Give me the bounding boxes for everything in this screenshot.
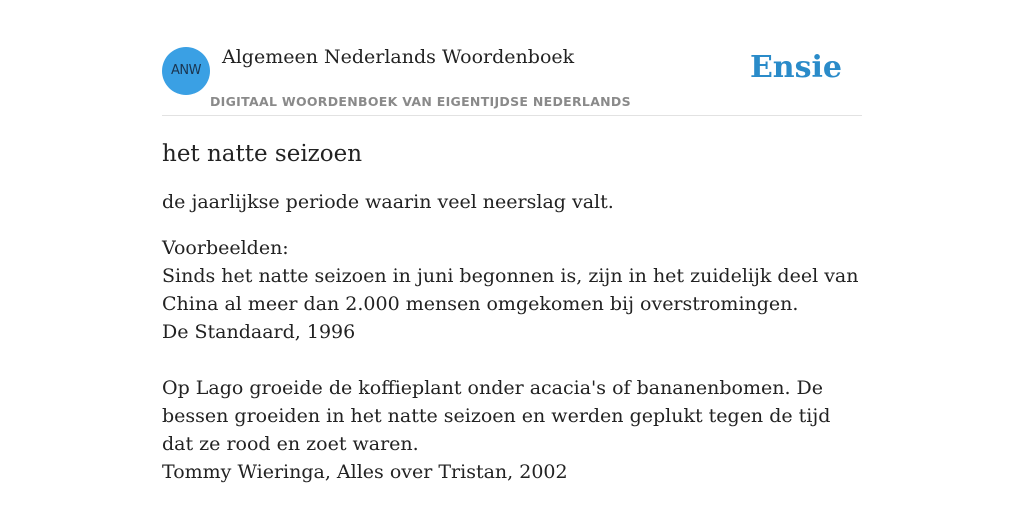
anw-logo[interactable]: ANW bbox=[162, 47, 210, 95]
example-source: Tommy Wieringa, Alles over Tristan, 2002 bbox=[162, 461, 568, 483]
entry-headword: het natte seizoen bbox=[162, 141, 363, 167]
entry-definition: de jaarlijkse periode waarin veel neerslag valt. bbox=[162, 191, 614, 213]
site-title[interactable]: Algemeen Nederlands Woordenboek bbox=[222, 46, 575, 68]
examples-section bbox=[162, 234, 867, 486]
examples-label: Voorbeelden: bbox=[162, 237, 289, 259]
page-header bbox=[162, 46, 862, 116]
site-tagline: DIGITAAL WOORDENBOEK VAN EIGENTIJDSE NEDERLANDS bbox=[210, 94, 631, 109]
example-source: De Standaard, 1996 bbox=[162, 321, 356, 343]
ensie-brand-logo[interactable]: Ensie bbox=[749, 50, 842, 85]
example-separator bbox=[162, 346, 867, 374]
example-text: Op Lago groeide de koffieplant onder acacia's of bananenbomen. De bessen groeiden in het natte seizoen en werden geplukt tegen de tijd dat ze rood en zoet waren. bbox=[162, 377, 831, 455]
entry-content bbox=[162, 138, 867, 486]
header-divider bbox=[162, 115, 862, 116]
example-text: Sinds het natte seizoen in juni begonnen is, zijn in het zuidelijk deel van China al meer dan 2.000 mensen omgekomen bij overstromingen. bbox=[162, 265, 859, 315]
